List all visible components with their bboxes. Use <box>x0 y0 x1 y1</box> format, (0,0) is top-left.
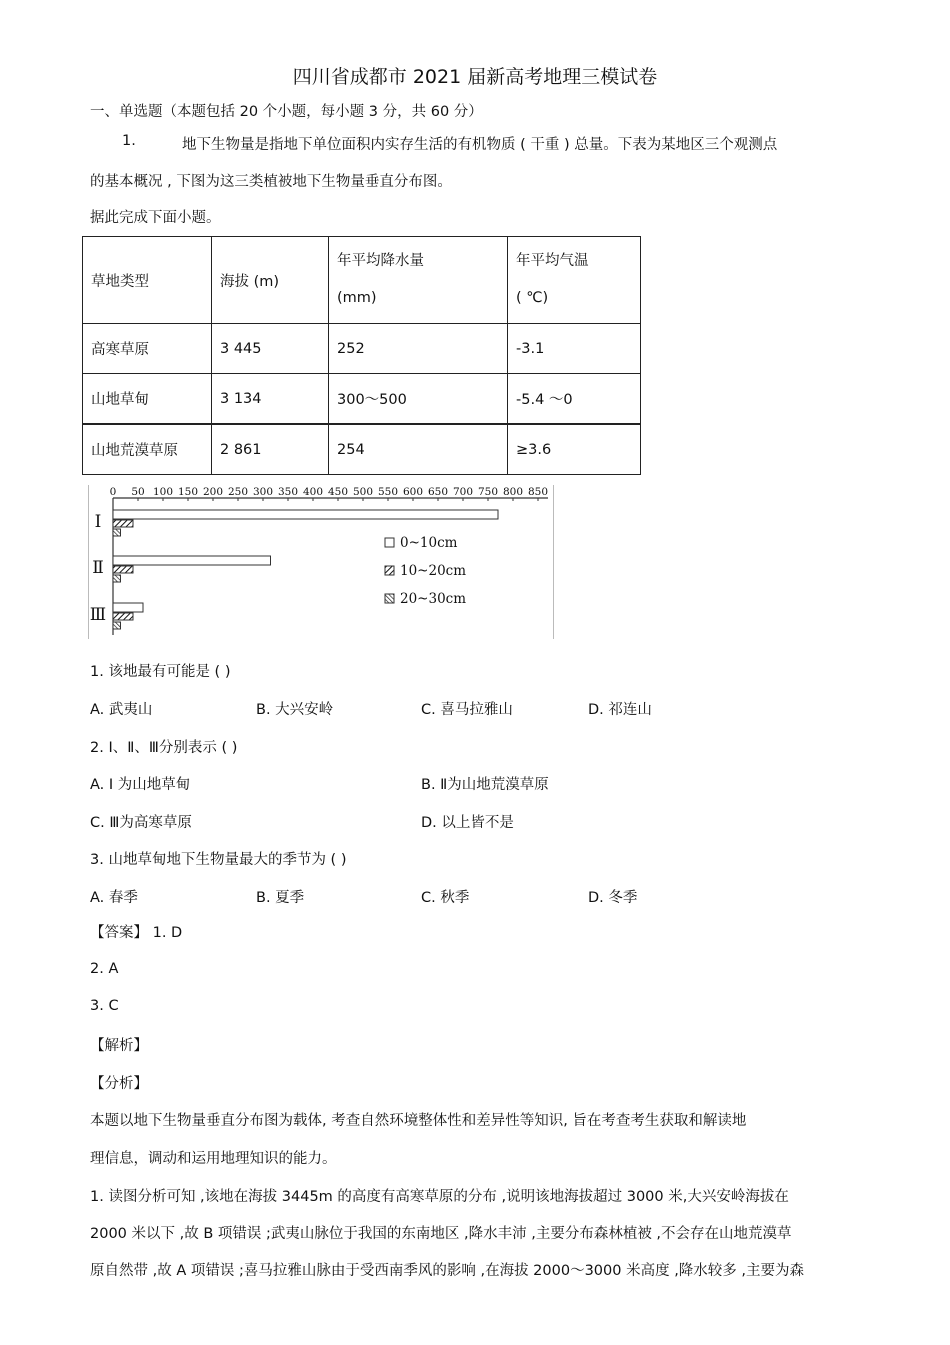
table-cell: -5.4 ～0 <box>508 374 641 425</box>
category-label: Ⅱ <box>92 558 104 578</box>
x-tick-label: 400 <box>302 486 324 498</box>
q1-option-a[interactable]: A. 武夷山 <box>90 702 153 718</box>
bar-10-20cm <box>113 566 133 573</box>
x-tick-label: 800 <box>502 486 524 498</box>
table-header-row <box>83 237 641 324</box>
question-number: 1. <box>122 133 136 149</box>
q3-option-b[interactable]: B. 夏季 <box>256 890 305 906</box>
legend-swatch <box>385 566 394 575</box>
x-tick-label: 550 <box>377 486 399 498</box>
table-row <box>83 424 641 475</box>
legend-swatch <box>385 594 394 603</box>
analysis-paragraph-1-line-1: 本题以地下生物量垂直分布图为载体, 考查自然环境整体性和差异性等知识, 旨在考查考生获取和解读地 <box>90 1113 747 1129</box>
x-tick-label: 600 <box>402 486 424 498</box>
q3-option-a[interactable]: A. 春季 <box>90 890 138 906</box>
x-tick-label: 350 <box>277 486 299 498</box>
header-cell: 草地类型 <box>83 237 212 324</box>
table-cell: 高寒草原 <box>83 324 212 374</box>
table-cell: 山地荒漠草原 <box>83 424 212 475</box>
q2-option-d[interactable]: D. 以上皆不是 <box>421 815 514 831</box>
analysis-paragraph-1-line-2: 理信息，调动和运用地理知识的能力。 <box>90 1151 337 1167</box>
header-cell: 海拔 (m) <box>212 237 329 324</box>
answer-label: 【答案】 1. D <box>90 925 183 941</box>
x-tick-label: 850 <box>527 486 549 498</box>
header-cell <box>508 237 641 324</box>
table-cell: 300～500 <box>329 374 508 425</box>
table-cell: 254 <box>329 424 508 475</box>
q3-option-d[interactable]: D. 冬季 <box>588 890 638 906</box>
q2-option-b[interactable]: B. Ⅱ为山地荒漠草原 <box>421 777 549 793</box>
header-cell-line: 年平均气温 <box>516 253 589 269</box>
analysis-paragraph-2-line-3: 原自然带 ,故 A 项错误 ;喜马拉雅山脉由于受西南季风的影响 ,在海拔 2000～3000 米高度 ,降水较多 ,主要为森 <box>90 1263 805 1279</box>
intro-line-1: 地下生物量是指地下单位面积内实存生活的有机物质 ( 干重 ) 总量。下表为某地区三个观测点 <box>182 137 778 153</box>
x-tick-label: 450 <box>327 486 349 498</box>
section-heading: 一、单选题（本题包括 20 个小题，每小题 3 分，共 60 分） <box>90 104 483 120</box>
q3-option-c[interactable]: C. 秋季 <box>421 890 470 906</box>
x-tick-label: 100 <box>152 486 174 498</box>
page-title: 四川省成都市 2021 届新高考地理三模试卷 <box>292 66 658 88</box>
x-tick-label: 250 <box>227 486 249 498</box>
analysis-heading: 【解析】 <box>90 1038 148 1054</box>
q1-option-b[interactable]: B. 大兴安岭 <box>256 702 334 718</box>
bar-20-30cm <box>113 622 121 629</box>
legend-label: 20~30cm <box>400 591 467 607</box>
legend-label: 0~10cm <box>400 535 458 551</box>
x-tick-label: 300 <box>252 486 274 498</box>
x-tick-label: 750 <box>477 486 499 498</box>
biomass-bar-chart <box>88 485 554 639</box>
bar-20-30cm <box>113 575 121 582</box>
question-1-stem: 1. 该地最有可能是 ( ) <box>90 664 231 680</box>
table-cell: -3.1 <box>508 324 641 374</box>
table-row <box>83 374 641 425</box>
question-2-stem: 2. Ⅰ、Ⅱ、Ⅲ分别表示 ( ) <box>90 740 238 756</box>
header-cell-line: (mm) <box>337 290 377 306</box>
x-tick-label: 50 <box>131 486 145 498</box>
bar-10-20cm <box>113 520 133 527</box>
answer-2: 2. A <box>90 961 119 977</box>
analysis-paragraph-2-line-2: 2000 米以下 ,故 B 项错误 ;武夷山脉位于我国的东南地区 ,降水丰沛 ,主要分布森林植被 ,不会存在山地荒漠草 <box>90 1226 792 1242</box>
x-tick-label: 150 <box>177 486 199 498</box>
table-cell: 3 445 <box>212 324 329 374</box>
x-tick-label: 200 <box>202 486 224 498</box>
bar-20-30cm <box>113 529 121 536</box>
intro-line-2: 的基本概况 , 下图为这三类植被地下生物量垂直分布图。 <box>90 174 452 190</box>
bar-10-20cm <box>113 613 133 620</box>
analysis-subheading: 【分析】 <box>90 1076 148 1092</box>
q2-option-a[interactable]: A. Ⅰ 为山地草甸 <box>90 777 191 793</box>
x-tick-label: 700 <box>452 486 474 498</box>
legend-label: 10~20cm <box>400 563 467 579</box>
info-table <box>82 236 641 475</box>
table-cell: 2 861 <box>212 424 329 475</box>
bar-0-10cm <box>113 510 498 519</box>
header-cell-line: 年平均降水量 <box>337 253 424 269</box>
bar-0-10cm <box>113 603 143 612</box>
x-tick-label: 0 <box>109 486 117 498</box>
intro-line-3: 据此完成下面小题。 <box>90 210 221 226</box>
legend-swatch <box>385 538 394 547</box>
table-row <box>83 324 641 374</box>
question-3-stem: 3. 山地草甸地下生物量最大的季节为 ( ) <box>90 852 347 868</box>
x-tick-label: 650 <box>427 486 449 498</box>
header-cell-line: ( ℃) <box>516 290 549 306</box>
header-cell <box>329 237 508 324</box>
table-cell: 山地草甸 <box>83 374 212 425</box>
x-tick-label: 500 <box>352 486 374 498</box>
answer-3: 3. C <box>90 998 119 1014</box>
table-cell: 3 134 <box>212 374 329 425</box>
q2-option-c[interactable]: C. Ⅲ为高寒草原 <box>90 815 192 831</box>
analysis-paragraph-2-line-1: 1. 读图分析可知 ,该地在海拔 3445m 的高度有高寒草原的分布 ,说明该地海拔超过 3000 米,大兴安岭海拔在 <box>90 1189 789 1205</box>
table-cell: 252 <box>329 324 508 374</box>
q1-option-c[interactable]: C. 喜马拉雅山 <box>421 702 513 718</box>
category-label: Ⅲ <box>89 605 107 625</box>
table-cell: ≥3.6 <box>508 424 641 475</box>
category-label: Ⅰ <box>94 512 102 532</box>
q1-option-d[interactable]: D. 祁连山 <box>588 702 652 718</box>
bar-0-10cm <box>113 556 271 565</box>
